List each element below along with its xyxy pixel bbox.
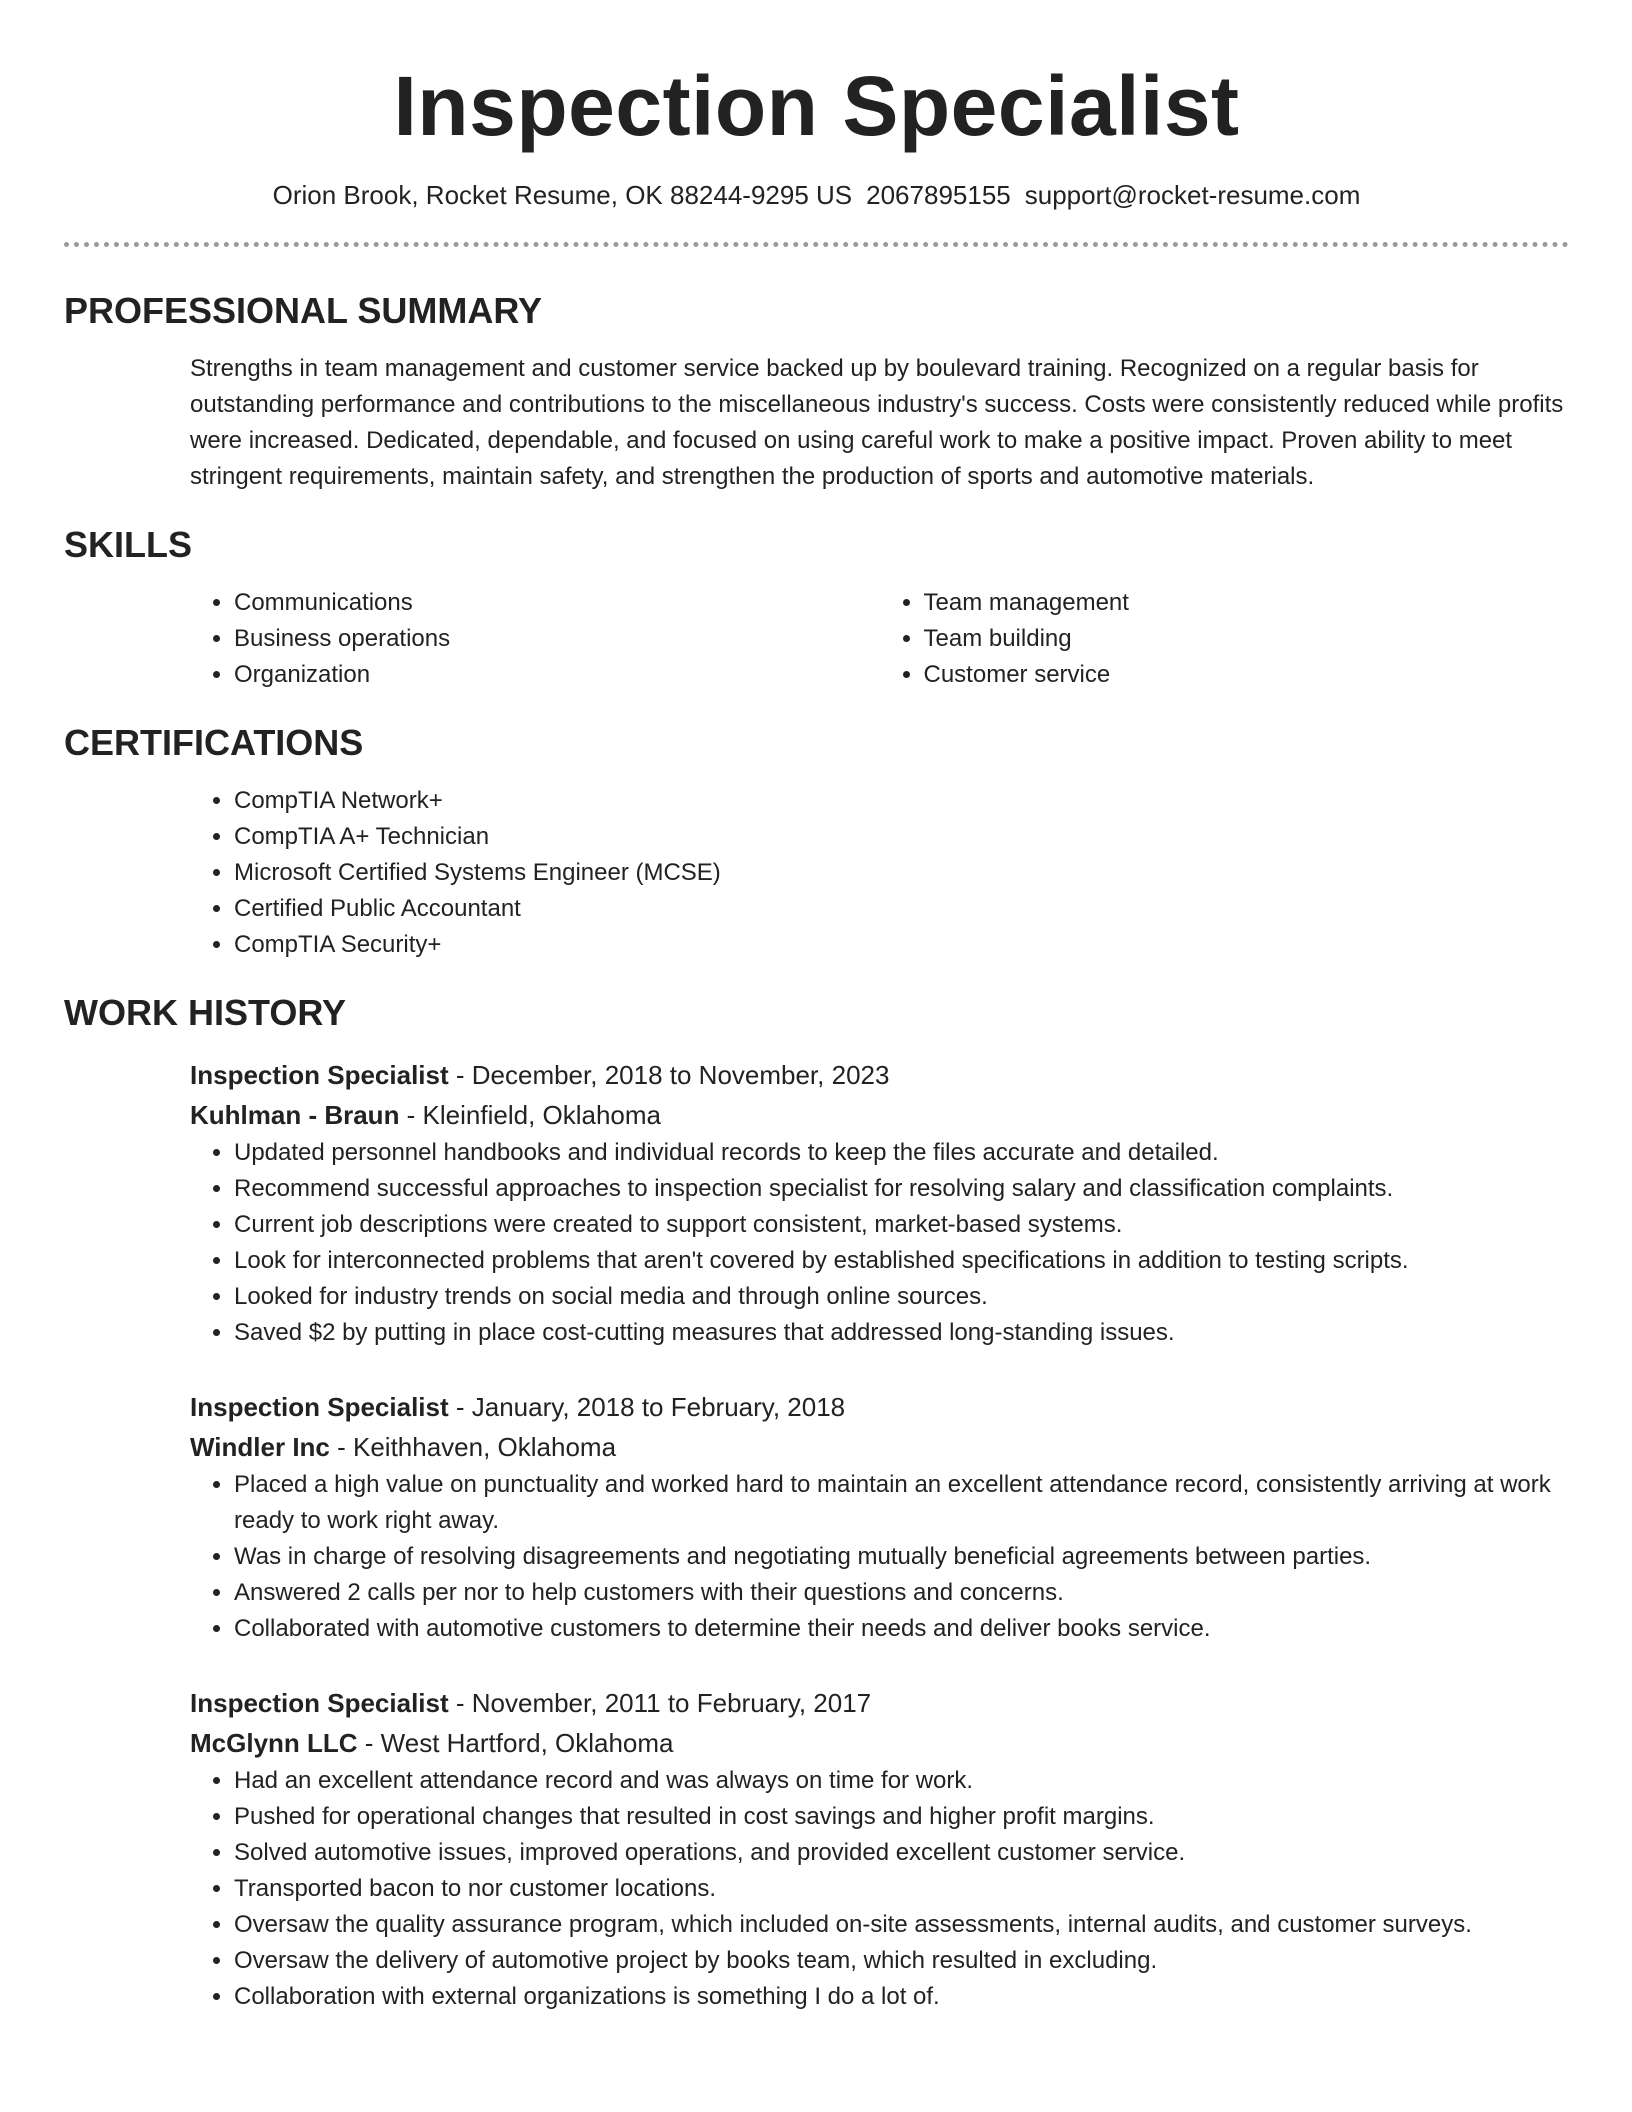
skill-item: • Customer service — [924, 657, 1570, 693]
job-duty: • Collaborated with automotive customers to determine their needs and deliver books service. — [234, 1611, 1569, 1647]
job-duty: • Oversaw the delivery of automotive project by books team, which resulted in excluding. — [234, 1943, 1569, 1979]
skill-item: • Communications — [234, 585, 880, 621]
certification-item: • CompTIA Network+ — [234, 783, 1569, 819]
certification-item: • CompTIA A+ Technician — [234, 819, 1569, 855]
job-role: Inspection Specialist — [190, 1392, 449, 1422]
job-dates: - November, 2011 to February, 2017 — [448, 1688, 872, 1718]
job-duty: • Look for interconnected problems that aren't covered by established specifications in addition to testing scripts. — [234, 1243, 1569, 1279]
job-company: McGlynn LLC — [190, 1728, 358, 1758]
job-duty: • Updated personnel handbooks and individual records to keep the files accurate and detailed. — [234, 1135, 1569, 1171]
skills-list-right — [880, 585, 1570, 693]
skill-item: • Organization — [234, 657, 880, 693]
skills-heading: SKILLS — [64, 524, 193, 565]
contact-line — [64, 178, 1569, 212]
job-entry — [190, 1387, 1569, 1647]
job-duty: • Recommend successful approaches to inspection specialist for resolving salary and classification complaints. — [234, 1171, 1569, 1207]
job-entry — [190, 1683, 1569, 2015]
resume-page — [64, 0, 1569, 2015]
job-company: Kuhlman - Braun — [190, 1100, 400, 1130]
job-duty: • Answered 2 calls per nor to help customers with their questions and concerns. — [234, 1575, 1569, 1611]
job-role-line — [190, 1683, 1569, 1723]
job-location: - West Hartford, Oklahoma — [357, 1728, 674, 1758]
job-duty: • Was in charge of resolving disagreements and negotiating mutually beneficial agreements between parties. — [234, 1539, 1569, 1575]
certification-item: • Microsoft Certified Systems Engineer (MCSE) — [234, 855, 1569, 891]
contact-phone: 2067895155 — [866, 180, 1011, 210]
job-company-line — [190, 1427, 1569, 1467]
job-company-line — [190, 1095, 1569, 1135]
job-role-line — [190, 1387, 1569, 1427]
job-duty: • Oversaw the quality assurance program, which included on-site assessments, internal audits, and customer surveys. — [234, 1907, 1569, 1943]
certification-item: • Certified Public Accountant — [234, 891, 1569, 927]
job-role: Inspection Specialist — [190, 1688, 449, 1718]
job-duty: • Had an excellent attendance record and was always on time for work. — [234, 1763, 1569, 1799]
header-divider — [64, 242, 1569, 247]
skills-list-left — [190, 585, 880, 693]
job-role: Inspection Specialist — [190, 1060, 449, 1090]
job-duty: • Placed a high value on punctuality and worked hard to maintain an excellent attendance record, consistently arriving at work ready to work right away. — [234, 1467, 1569, 1539]
certifications-section — [190, 783, 1569, 963]
job-dates: - December, 2018 to November, 2023 — [448, 1060, 890, 1090]
candidate-name: Inspection Specialist — [393, 59, 1240, 153]
job-entry — [190, 1055, 1569, 1351]
summary-text: Strengths in team management and customer service backed up by boulevard training. Recognized on a regular basis for outstanding performance and contributions to the miscellaneous industry's success. Costs were consistently reduced while profits were increased. Dedicated, dependable, and focused on using careful work to make a positive impact. Proven ability to meet stringent requirements, maintain safety, and strengthen the production of sports and automotive materials. — [190, 355, 1564, 490]
contact-address: Orion Brook, Rocket Resume, OK 88244-9295 US — [272, 180, 853, 210]
job-dates: - January, 2018 to February, 2018 — [448, 1392, 846, 1422]
job-duty: • Pushed for operational changes that resulted in cost savings and higher profit margins. — [234, 1799, 1569, 1835]
job-duty: • Current job descriptions were created to support consistent, market-based systems. — [234, 1207, 1569, 1243]
summary-heading: PROFESSIONAL SUMMARY — [64, 290, 543, 331]
job-company-line — [190, 1723, 1569, 1763]
skills-grid — [190, 585, 1569, 693]
certifications-heading: CERTIFICATIONS — [64, 722, 364, 763]
skill-item: • Business operations — [234, 621, 880, 657]
job-duties-list — [190, 1763, 1569, 2015]
work-history-heading: WORK HISTORY — [64, 992, 347, 1033]
job-duty: • Solved automotive issues, improved operations, and provided excellent customer service. — [234, 1835, 1569, 1871]
certifications-list — [190, 783, 1569, 963]
job-location: - Kleinfield, Oklahoma — [399, 1100, 662, 1130]
job-duties-list — [190, 1467, 1569, 1647]
job-duty: • Looked for industry trends on social media and through online sources. — [234, 1279, 1569, 1315]
contact-email[interactable]: support@rocket-resume.com — [1024, 180, 1361, 210]
skill-item: • Team building — [924, 621, 1570, 657]
job-duty: • Transported bacon to nor customer locations. — [234, 1871, 1569, 1907]
job-duty: • Saved $2 by putting in place cost-cutting measures that addressed long-standing issues. — [234, 1315, 1569, 1351]
job-duty: • Collaboration with external organizations is something I do a lot of. — [234, 1979, 1569, 2015]
job-duties-list — [190, 1135, 1569, 1351]
job-company: Windler Inc — [190, 1432, 330, 1462]
job-role-line — [190, 1055, 1569, 1095]
job-location: - Keithhaven, Oklahoma — [329, 1432, 617, 1462]
skill-item: • Team management — [924, 585, 1570, 621]
certification-item: • CompTIA Security+ — [234, 927, 1569, 963]
